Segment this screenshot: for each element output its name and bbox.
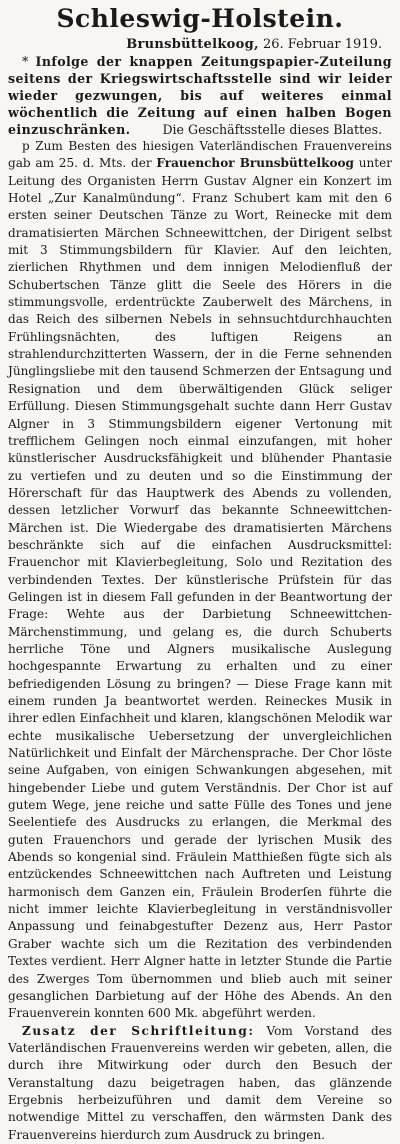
section-headline: Schleswig-Holstein. <box>56 4 344 33</box>
report-intro: p Zum Besten des hiesigen Vaterländischen Frauenvereins gab am 25. d. Mts. der <box>8 139 392 171</box>
choir-name: Frauenchor Brunsbüttelkoog <box>156 156 354 171</box>
notice-bold-text: Infolge der knappen Zeitungspapier-Zuteilung seitens der Kriegswirtschaftsstelle sind wir leider wieder gezwungen, bis auf weiteres einmal wöchentlich die Zeitung auf einen halben Bogen einzuschränken. <box>8 54 392 137</box>
concert-report-paragraph <box>8 138 392 1023</box>
notice-signature: Die Geschäftsstelle dieses Blattes. <box>162 122 383 137</box>
addendum-lead: Zusatz der Schriftleitung: <box>22 1023 255 1038</box>
dateline <box>8 36 382 53</box>
editorial-addendum-paragraph <box>8 1023 392 1144</box>
addendum-body: Vom Vorstand des Vaterländischen Frauenvereins werden wir gebeten, allen, die durch ihre Mitwirkung oder durch den Besuch der Veranstaltung dazu beigetragen haben, das glänzende Ergebnis herbeizuführen und damit dem Vereine so notwendige Mittel zu verschaffen, den wärmsten Dank des Frauenvereins hierdurch zum Ausdruck zu bringen. <box>8 1023 392 1142</box>
dateline-date: 26. Februar 1919. <box>262 37 382 52</box>
dateline-place: Brunsbüttelkoog, <box>126 37 259 52</box>
notice-marker: * <box>22 54 29 69</box>
report-body: unter Leitung des Organisten Herrn Gustav Algner ein Konzert im Hotel „Zur Kanalmündung“. Franz Schubert kam mit den 6 ersten seiner Deutschen Tänze zu Wort, Reinecke mit dem dramatisierten Märchen Schneewittchen, der Dirigent selbst mit 3 Stimmungsbildern für Klavier. Auf den leichten, zierlichen Rhythmen und dem innigen Melodienfluß der Schubertschen Tänze glitt die Seele des Hörers in die stimmungsvolle, erdentrückte Zauberwelt des Märchens, in das Reich des silbernen Nebels in sehnsuchtdurchhauchten Frühlingsnächten, des luftigen Reigens an strahlendurchzitterten Wassern, der in die Ferne sehnenden Jünglingsliebe mit den tausend Schmerzen der Entsagung und Resignation und dem überwältigenden Glück seliger Erfüllung. Diesen Stimmungsgehalt suchte dann Herr Gustav Algner in 3 Stimmungsbildern eigener Vertonung mit trefflichem Gelingen noch einmal einzufangen, mit hoher künstlerischer Ausdrucksfähigkeit und blühender Phantasie zu vertiefen und zu deuten und so die Einstimmung der Hörerschaft für das Hauptwerk des Abends zu vollenden, dessen letzlicher Vorwurf das bekannte Schneewittchen-Märchen ist. Die Wiedergabe des dramatisierten Märchens beschränkte sich auf die einfachen Ausdrucksmittel: Frauenchor mit Klavierbegleitung, Solo und Rezitation des verbindenden Textes. Der künstlerische Prüfstein für das Gelingen ist in diesem Fall gefunden in der Beantwortung der Frage: Wehte aus der Darbietung Schneewittchen-Märchenstimmung, und gelang es, die durch Schuberts herrliche Töne und Algners musikalische Auslegung hochgespannte Erwartung zu erhalten und zu einer befriedigenden Lösung zu bringen? — Diese Frage kann mit einem runden Ja beantwortet werden. Reineckes Musik in ihrer edlen Einfachheit und klaren, klangschönen Melodik war echte musikalische Uebersetzung der unvergleichlichen Natürlichkeit und Einfalt der Märchensprache. Der Chor löste seine Aufgaben, von einigen Schwankungen abgesehen, mit hingebender Liebe und gutem Verständnis. Der Chor ist auf gutem Wege, jene reiche und satte Fülle des Tones und jene Seelentiefe des Ausdrucks zu erlangen, die Merkmal des guten Frauenchors und gerade der lyrischen Musik des Abends so kongenial sind. Fräulein Matthießen fügte sich als entzückendes Schneewittchen nach Auftreten und Leistung harmonisch dem Ganzen ein, Fräulein Broderſen führte die nicht immer leichte Klavierbegleitung in verständnisvoller Anpassung und feinabgestufter Dezenz aus, Herr Pastor Graber wachte sich um die Rezitation des verbindenden Textes verdient. Herr Algner hatte in letzter Stunde die Partie des Zwerges Tom übernommen und blieb auch mit seiner gesanglichen Darbietung auf der Höhe des Abends. An den Frauenverein konnten 600 Mk. abgeführt werden. <box>8 156 392 1021</box>
publisher-notice <box>8 53 392 138</box>
